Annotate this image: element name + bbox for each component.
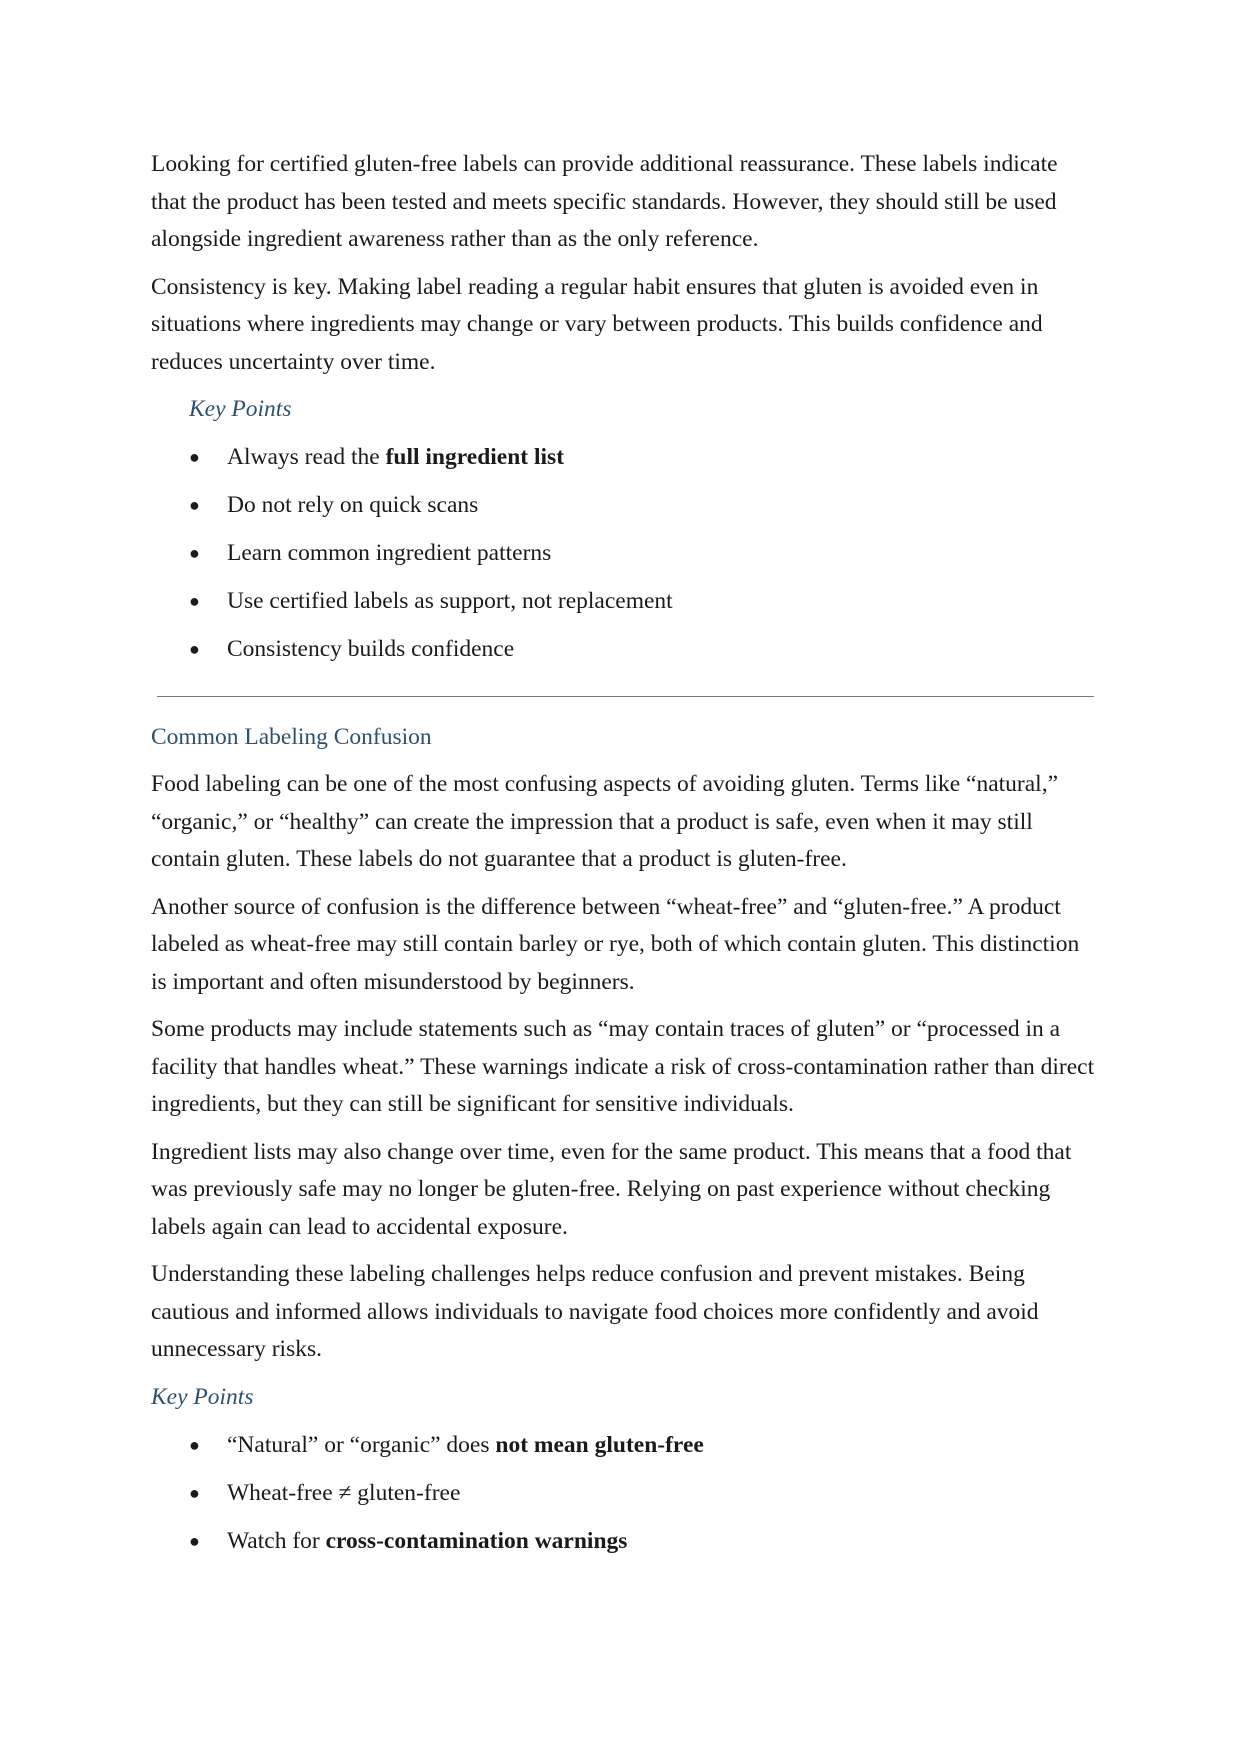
list-item <box>189 534 1096 572</box>
bullet-icon: ● <box>189 543 200 563</box>
list-item-text: Wheat-free ≠ gluten-free <box>227 1479 461 1506</box>
bullet-icon: ● <box>189 1434 200 1455</box>
key-points-list <box>151 1426 1096 1560</box>
list-item <box>189 438 1096 476</box>
list-item-text: “Natural” or “organic” does <box>227 1431 496 1458</box>
bullet-icon: ● <box>189 1530 200 1551</box>
paragraph-warnings: Some products may include statements such as “may contain traces of gluten” or “processed in a facility that handles wheat.” These warnings indicate a risk of cross-contamination rather than direct ingredients, but they can still be significant for sensitive individuals. <box>151 1016 1095 1117</box>
paragraph-food-labeling: Food labeling can be one of the most confusing aspects of avoiding gluten. Terms like “natural,” “organic,” or “healthy” can create the impression that a product is safe, even when it may still contain gluten. These labels do not guarantee that a product is gluten-free. <box>151 771 1059 872</box>
list-item-text: Do not rely on quick scans <box>227 492 479 518</box>
list-item-text: Use certified labels as support, not replacement <box>227 588 673 614</box>
list-item <box>189 1474 1096 1512</box>
paragraph-understanding: Understanding these labeling challenges helps reduce confusion and prevent mistakes. Being cautious and informed allows individuals to navigate food choices more confidently and avoid unnecessary risks. <box>151 1261 1039 1362</box>
document-page <box>151 146 1096 1570</box>
list-item-text: Watch for <box>227 1527 326 1554</box>
key-points-list <box>151 438 1096 668</box>
paragraph-ingredient-changes: Ingredient lists may also change over time, even for the same product. This means that a food that was previously safe may no longer be gluten-free. Relying on past experience without checking labels again can lead to accidental exposure. <box>151 1138 1072 1240</box>
list-item-text: Always read the <box>227 444 386 470</box>
bullet-icon: ● <box>189 591 200 611</box>
bullet-icon: ● <box>189 447 200 467</box>
list-item-text: Learn common ingredient patterns <box>227 540 552 566</box>
list-item-bold: not mean gluten-free <box>495 1431 704 1458</box>
list-item <box>189 630 1096 668</box>
key-points-heading: Key Points <box>189 396 292 422</box>
section-title: Common Labeling Confusion <box>151 724 432 750</box>
list-item-bold: cross-contamination warnings <box>325 1527 628 1554</box>
paragraph-wheat-free: Another source of confusion is the difference between “wheat-free” and “gluten-free.” A product labeled as wheat-free may still contain barley or rye, both of which contain gluten. This distinction is important and often misunderstood by beginners. <box>151 893 1080 995</box>
list-item <box>189 486 1096 524</box>
list-item <box>189 582 1096 620</box>
key-points-heading: Key Points <box>151 1383 254 1410</box>
list-item <box>189 1522 1096 1560</box>
bullet-icon: ● <box>189 495 200 515</box>
bullet-icon: ● <box>189 1482 200 1503</box>
paragraph-certified-labels: Looking for certified gluten-free labels can provide additional reassurance. These labels indicate that the product has been tested and meets specific standards. However, they should still be used alongside ingredient awareness rather than as the only reference. <box>151 151 1058 252</box>
horizontal-divider <box>157 696 1094 697</box>
paragraph-consistency: Consistency is key. Making label reading a regular habit ensures that gluten is avoided even in situations where ingredients may change or vary between products. This builds confidence and reduces uncertainty over time. <box>151 273 1043 375</box>
bullet-icon: ● <box>189 639 200 659</box>
list-item-bold: full ingredient list <box>385 444 565 470</box>
list-item-text: Consistency builds confidence <box>227 636 515 662</box>
list-item <box>189 1426 1096 1464</box>
